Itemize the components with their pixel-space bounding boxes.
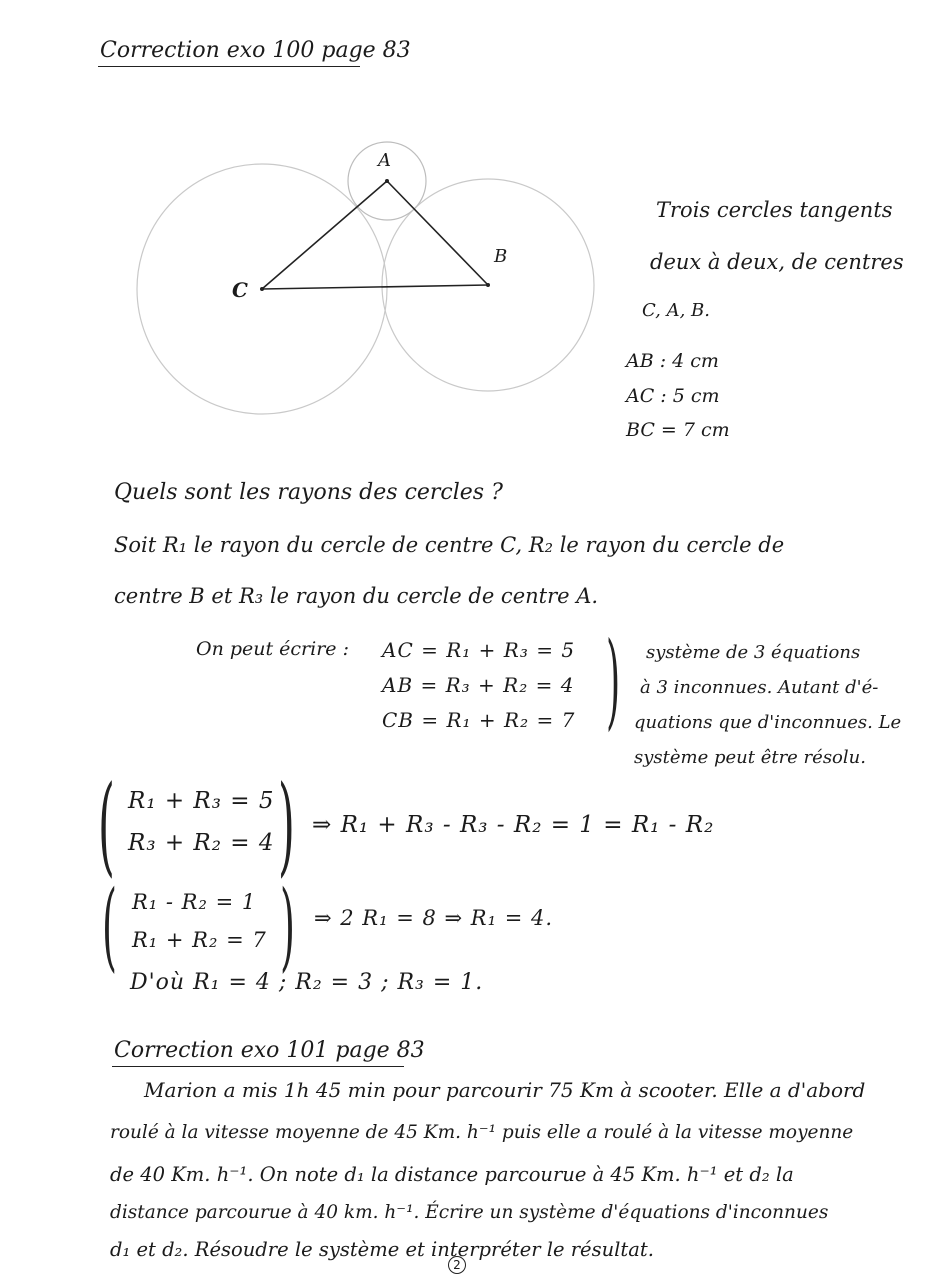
exo101-line-2: roulé à la vitesse moyenne de 45 Km. h⁻¹ puis elle a roulé à la vitesse moyenne <box>110 1122 854 1143</box>
side-line-2: deux à deux, de centres <box>650 250 904 274</box>
segment-ca <box>262 181 387 289</box>
block2-eq-2: R₁ + R₂ = 7 <box>132 928 267 952</box>
on-peut-ecrire: On peut écrire : <box>196 638 349 660</box>
block2-eq-1: R₁ - R₂ = 1 <box>132 890 257 914</box>
system-eq-1: AC = R₁ + R₃ = 5 <box>382 638 576 662</box>
side-ab: AB : 4 cm <box>626 350 719 372</box>
title2-underline <box>112 1066 404 1067</box>
system-eq-3: CB = R₁ + R₂ = 7 <box>382 708 576 732</box>
block1-left-paren: ( <box>98 763 115 888</box>
exo101-line-5: d₁ et d₂. Résoudre le système et interpréter le résultat. <box>110 1238 654 1261</box>
side-ac: AC : 5 cm <box>626 385 720 407</box>
block1-eq-2: R₃ + R₂ = 4 <box>128 830 275 856</box>
title-exo-100: Correction exo 100 page 83 <box>100 38 411 63</box>
side-bc: BC = 7 cm <box>626 419 730 441</box>
segment-ab <box>387 181 488 285</box>
soit-line-2: centre B et R₃ le rayon du cercle de centre A. <box>114 584 599 608</box>
title-exo-101: Correction exo 101 page 83 <box>114 1038 425 1063</box>
system-note-4: système peut être résolu. <box>634 747 866 768</box>
system-brace: ) <box>606 619 621 741</box>
system-note-1: système de 3 équations <box>646 642 861 663</box>
block1-right-paren: ) <box>278 763 295 888</box>
soit-line-1: Soit R₁ le rayon du cercle de centre C, R₂ le rayon du cercle de <box>114 533 785 557</box>
block1-result: ⇒ R₁ + R₃ - R₃ - R₂ = 1 = R₁ - R₂ <box>312 812 715 838</box>
exo101-line-4: distance parcourue à 40 km. h⁻¹. Écrire un système d'équations d'inconnues <box>110 1202 829 1223</box>
side-line-3: C, A, B. <box>642 300 710 321</box>
label-c: C <box>232 278 248 302</box>
label-a: A <box>378 150 391 171</box>
block1-eq-1: R₁ + R₃ = 5 <box>128 788 275 814</box>
system-note-3: quations que d'inconnues. Le <box>634 712 902 733</box>
side-line-1: Trois cercles tangents <box>656 198 893 222</box>
system-eq-2: AB = R₃ + R₂ = 4 <box>382 673 575 697</box>
exo101-line-1: Marion a mis 1h 45 min pour parcourir 75 Km à scooter. Elle a d'abord <box>144 1078 866 1102</box>
conclusion: D'où R₁ = 4 ; R₂ = 3 ; R₃ = 1. <box>130 970 484 995</box>
block2-right-paren: ) <box>280 870 295 982</box>
exo101-line-3: de 40 Km. h⁻¹. On note d₁ la distance parcourue à 45 Km. h⁻¹ et d₂ la <box>110 1163 794 1186</box>
question: Quels sont les rayons des cercles ? <box>114 480 503 505</box>
block2-result: ⇒ 2 R₁ = 8 ⇒ R₁ = 4. <box>314 906 554 930</box>
block2-left-paren: ( <box>102 870 117 982</box>
label-b: B <box>494 246 508 267</box>
segment-cb <box>262 285 488 289</box>
system-note-2: à 3 inconnues. Autant d'é- <box>640 677 879 698</box>
page-number: 2 <box>448 1256 466 1274</box>
